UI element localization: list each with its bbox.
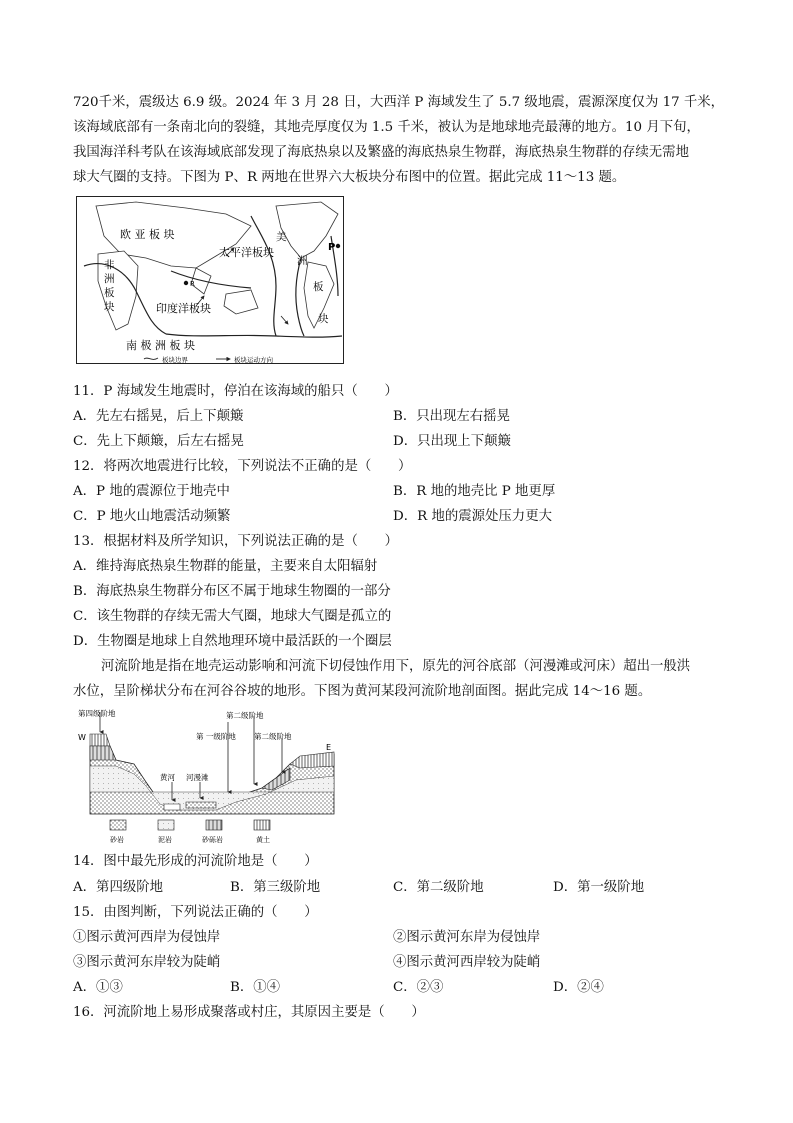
label-e: E — [326, 743, 332, 752]
q11-option-a[interactable]: A．先左右摇晃，后上下颠簸 — [73, 409, 244, 424]
label-america-4: 块 — [318, 313, 329, 325]
q14-option-d[interactable]: D．第一级阶地 — [553, 880, 645, 895]
q14-stem: 14．图中最先形成的河流阶地是（ ） — [73, 854, 318, 869]
legend-motion: 板块运动方向 — [234, 356, 273, 364]
passage2-line-2: 水位，呈阶梯状分布在河谷谷坡的地形。下图为黄河某段河流阶地剖面图。据此完成 14～16 题。 — [73, 684, 652, 699]
label-africa-1: 非 — [104, 259, 115, 271]
label-r: R — [190, 280, 195, 288]
label-floodplain: 河漫滩 — [186, 773, 209, 782]
q15-statement-1: ①图示黄河西岸为侵蚀岸 — [73, 930, 221, 945]
terrace-profile-svg — [76, 706, 340, 848]
legend-sandstone: 砂岩 — [110, 836, 124, 844]
q16-stem: 16．河流阶地上易形成聚落或村庄，其原因主要是（ ） — [73, 1005, 425, 1020]
label-river: 黄河 — [160, 773, 175, 782]
q15-option-c[interactable]: C．②③ — [393, 980, 444, 995]
label-africa-2: 洲 — [104, 273, 115, 285]
q12-stem: 12．将两次地震进行比较，下列说法不正确的是（ ） — [73, 459, 412, 474]
terrace-profile — [76, 706, 340, 848]
intro-line-3: 我国海洋科考队在该海域底部发现了海底热泉以及繁盛的海底热泉生物群，海底热泉生物群的存续无需地 — [73, 145, 689, 160]
legend-boundary: 板块边界 — [162, 356, 188, 364]
label-america-1: 美 — [276, 231, 287, 243]
label-eurasia: 欧 亚 板 块 — [120, 228, 175, 241]
q15-option-b[interactable]: B．①④ — [230, 980, 281, 995]
label-america-3: 板 — [313, 281, 324, 293]
label-america-2: 洲 — [297, 255, 308, 267]
point-r-marker — [184, 281, 188, 285]
q15-statement-3: ③图示黄河东岸较为陡峭 — [73, 955, 221, 970]
q11-option-c[interactable]: C．先上下颠簸，后左右摇晃 — [73, 434, 244, 449]
q13-option-d[interactable]: D．生物圈是地球上自然地理环境中最活跃的一个圈层 — [73, 634, 392, 649]
legend-mudstone-swatch — [158, 820, 174, 830]
legend-conglomerate: 砂砾岩 — [202, 836, 223, 844]
q12-option-b[interactable]: B．R 地的地壳比 P 地更厚 — [393, 484, 556, 499]
point-p-marker — [336, 244, 340, 248]
legend-mudstone: 泥岩 — [158, 836, 172, 844]
q12-option-d[interactable]: D．R 地的震源处压力更大 — [393, 509, 552, 524]
q12-option-c[interactable]: C．P 地火山地震活动频繁 — [73, 509, 231, 524]
q13-option-c[interactable]: C．该生物群的存续无需大气圈，地球大气圈是孤立的 — [73, 609, 392, 624]
q13-option-b[interactable]: B．海底热泉生物群分布区不属于地球生物圈的一部分 — [73, 584, 391, 599]
label-p: P — [328, 242, 336, 253]
legend-loess-swatch — [254, 820, 270, 830]
intro-line-2: 该海域底部有一条南北向的裂缝，其地壳厚度仅为 1.5 千米，被认为是地球地壳最薄的地方。10 月下旬， — [73, 120, 700, 135]
q11-option-b[interactable]: B．只出现左右摇晃 — [393, 409, 510, 424]
q13-option-a[interactable]: A．维持海底热泉生物群的能量，主要来自太阳辐射 — [73, 559, 378, 574]
label-t2b: 第二级阶地 — [254, 732, 292, 741]
intro-line-4: 球大气圈的支持。下图为 P、R 两地在世界六大板块分布图中的位置。据此完成 11～13 题。 — [73, 170, 626, 185]
q15-statement-4: ④图示黄河西岸较为陡峭 — [393, 955, 541, 970]
q15-stem: 15．由图判断，下列说法正确的（ ） — [73, 905, 318, 920]
label-w: W — [78, 733, 86, 742]
q11-stem: 11．P 海域发生地震时，停泊在该海域的船只（ ） — [73, 384, 398, 399]
legend-sandstone-swatch — [110, 820, 126, 830]
label-t4: 第四级阶地 — [78, 709, 116, 718]
q12-option-a[interactable]: A．P 地的震源位于地壳中 — [73, 484, 230, 499]
intro-line-1: 720千米，震级达 6.9 级。2024 年 3 月 28 日，大西洋 P 海域发生了 5.7 级地震，震源深度仅为 17 千米， — [73, 95, 725, 110]
legend-conglomerate-swatch — [206, 820, 222, 830]
q14-option-b[interactable]: B．第三级阶地 — [230, 880, 321, 895]
q11-option-d[interactable]: D．只出现上下颠簸 — [393, 434, 511, 449]
q15-option-d[interactable]: D．②④ — [553, 980, 604, 995]
label-pacific: 太平洋板块 — [219, 246, 274, 259]
label-africa-3: 板 — [104, 287, 115, 299]
q15-statement-2: ②图示黄河东岸为侵蚀岸 — [393, 930, 541, 945]
passage2-line-1: 河流阶地是指在地壳运动影响和河流下切侵蚀作用下，原先的河谷底部（河漫滩或河床）超出一般洪 — [101, 659, 691, 674]
q15-option-a[interactable]: A．①③ — [73, 980, 123, 995]
plate-map — [76, 196, 344, 364]
label-antarctic: 南 极 洲 板 块 — [126, 339, 195, 352]
label-africa-4: 块 — [104, 301, 115, 313]
label-indian: 印度洋板块 — [156, 302, 211, 315]
plate-map-svg — [76, 196, 344, 364]
label-t1: 第 一级阶地 — [196, 732, 236, 741]
label-t2a: 第二级阶地 — [226, 711, 264, 720]
q14-option-c[interactable]: C．第二级阶地 — [393, 880, 484, 895]
legend-loess: 黄土 — [256, 836, 270, 844]
q14-option-a[interactable]: A．第四级阶地 — [73, 880, 164, 895]
q13-stem: 13．根据材料及所学知识，下列说法正确的是（ ） — [73, 534, 399, 549]
